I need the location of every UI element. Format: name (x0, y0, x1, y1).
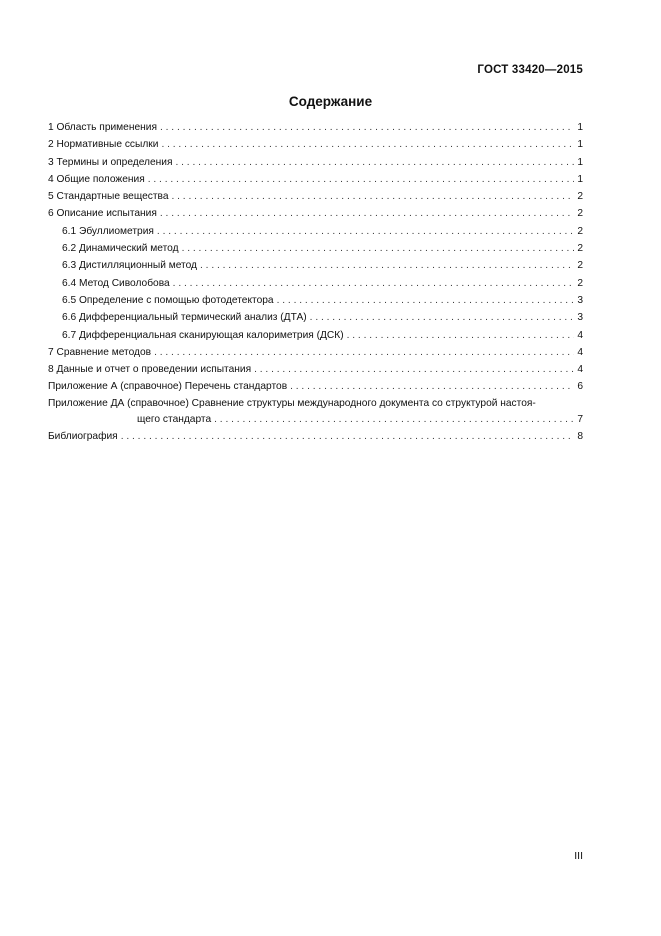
dot-leader (175, 154, 574, 171)
toc-entry-label: 2 Нормативные ссылки (48, 139, 159, 151)
toc-entry-1[interactable] (48, 119, 583, 136)
toc-entry-page: 2 (577, 225, 583, 237)
toc-entry-page: 2 (577, 277, 583, 289)
dot-leader (173, 275, 574, 292)
toc-entry-label: Библиография (48, 430, 118, 442)
dot-leader (277, 292, 574, 309)
dot-leader (310, 309, 574, 326)
toc-entry-label: 8 Данные и отчет о проведении испытания (48, 364, 252, 376)
dot-leader (171, 188, 574, 205)
toc-entry-bibliography[interactable] (48, 428, 583, 445)
toc-entry-label: 6 Описание испытания (48, 208, 157, 220)
toc-entry-label: 4 Общие положения (48, 173, 145, 185)
toc-entry-7[interactable] (48, 344, 583, 361)
toc-entry-page: 1 (577, 173, 583, 185)
dot-leader (148, 171, 574, 188)
toc-entry-label: 5 Стандартные вещества (48, 191, 169, 203)
toc-entry-label: 6.6 Дифференциальный термический анализ (ДТА) (62, 312, 307, 324)
toc-entry-label: 6.5 Определение с помощью фотодетектора (62, 294, 274, 306)
toc-entry-page: 4 (577, 346, 583, 358)
toc-entry-page: 2 (577, 243, 583, 255)
dot-leader (160, 205, 574, 222)
toc-entry-label: 6.3 Дистилляционный метод (62, 260, 197, 272)
toc-entry-page: 2 (577, 191, 583, 203)
toc-entry-page: 6 (577, 381, 583, 393)
dot-leader (254, 361, 574, 378)
toc-entry-6-4[interactable] (48, 275, 583, 292)
toc-entry-8[interactable] (48, 361, 583, 378)
toc-entry-page: 1 (577, 139, 583, 151)
dot-leader (290, 378, 574, 395)
toc-entry-label: 1 Область применения (48, 122, 157, 133)
toc-entry-5[interactable] (48, 188, 583, 205)
table-of-contents (48, 119, 583, 445)
toc-entry-page: 2 (577, 260, 583, 272)
dot-leader (182, 240, 574, 257)
toc-entry-6-5[interactable] (48, 292, 583, 309)
dot-leader (157, 223, 574, 240)
toc-entry-appendix-da[interactable] (48, 396, 583, 411)
dot-leader (347, 327, 574, 344)
toc-entry-page: 2 (577, 208, 583, 220)
toc-entry-page: 3 (577, 312, 583, 324)
toc-entry-page: 4 (577, 364, 583, 376)
toc-entry-6-1[interactable] (48, 223, 583, 240)
toc-entry-appendix-a[interactable] (48, 378, 583, 395)
toc-entry-page: 4 (577, 329, 583, 341)
toc-entry-label: Приложение А (справочное) Перечень стандартов (48, 381, 288, 393)
toc-entry-4[interactable] (48, 171, 583, 188)
standard-designation: ГОСТ 33420—2015 (477, 64, 583, 76)
dot-leader (200, 257, 574, 274)
dot-leader (121, 428, 574, 445)
toc-entry-label: 7 Сравнение методов (48, 346, 152, 358)
toc-entry-page: 7 (577, 413, 583, 425)
toc-title: Содержание (288, 94, 373, 109)
page-number: III (574, 850, 583, 862)
toc-entry-6-7[interactable] (48, 327, 583, 344)
toc-entry-page: 3 (577, 294, 583, 306)
toc-entry-6-3[interactable] (48, 257, 583, 274)
toc-entry-6-6[interactable] (48, 309, 583, 326)
toc-entry-label: 6.2 Динамический метод (62, 243, 179, 255)
dot-leader (154, 344, 574, 361)
toc-entry-2[interactable] (48, 136, 583, 153)
toc-entry-page: 8 (577, 430, 583, 442)
dot-leader (161, 136, 574, 153)
dot-leader (214, 411, 574, 428)
toc-entry-6-2[interactable] (48, 240, 583, 257)
toc-entry-label: 6.4 Метод Сиволобова (62, 277, 170, 289)
toc-entry-label: 6.7 Дифференциальная сканирующая калориметрия (ДСК) (62, 329, 344, 341)
toc-entry-6[interactable] (48, 205, 583, 222)
dot-leader (160, 119, 574, 136)
toc-entry-page: 1 (577, 122, 583, 133)
toc-entry-3[interactable] (48, 154, 583, 171)
toc-entry-label: 3 Термины и определения (48, 156, 173, 168)
toc-entry-page: 1 (577, 156, 583, 168)
toc-entry-appendix-da-continuation[interactable] (48, 411, 583, 428)
toc-entry-label: 6.1 Эбуллиометрия (62, 225, 154, 237)
toc-entry-label-continuation: щего стандарта (137, 413, 212, 425)
toc-entry-label: Приложение ДА (справочное) Сравнение структуры международного документа со структурой настоя- (48, 397, 536, 409)
